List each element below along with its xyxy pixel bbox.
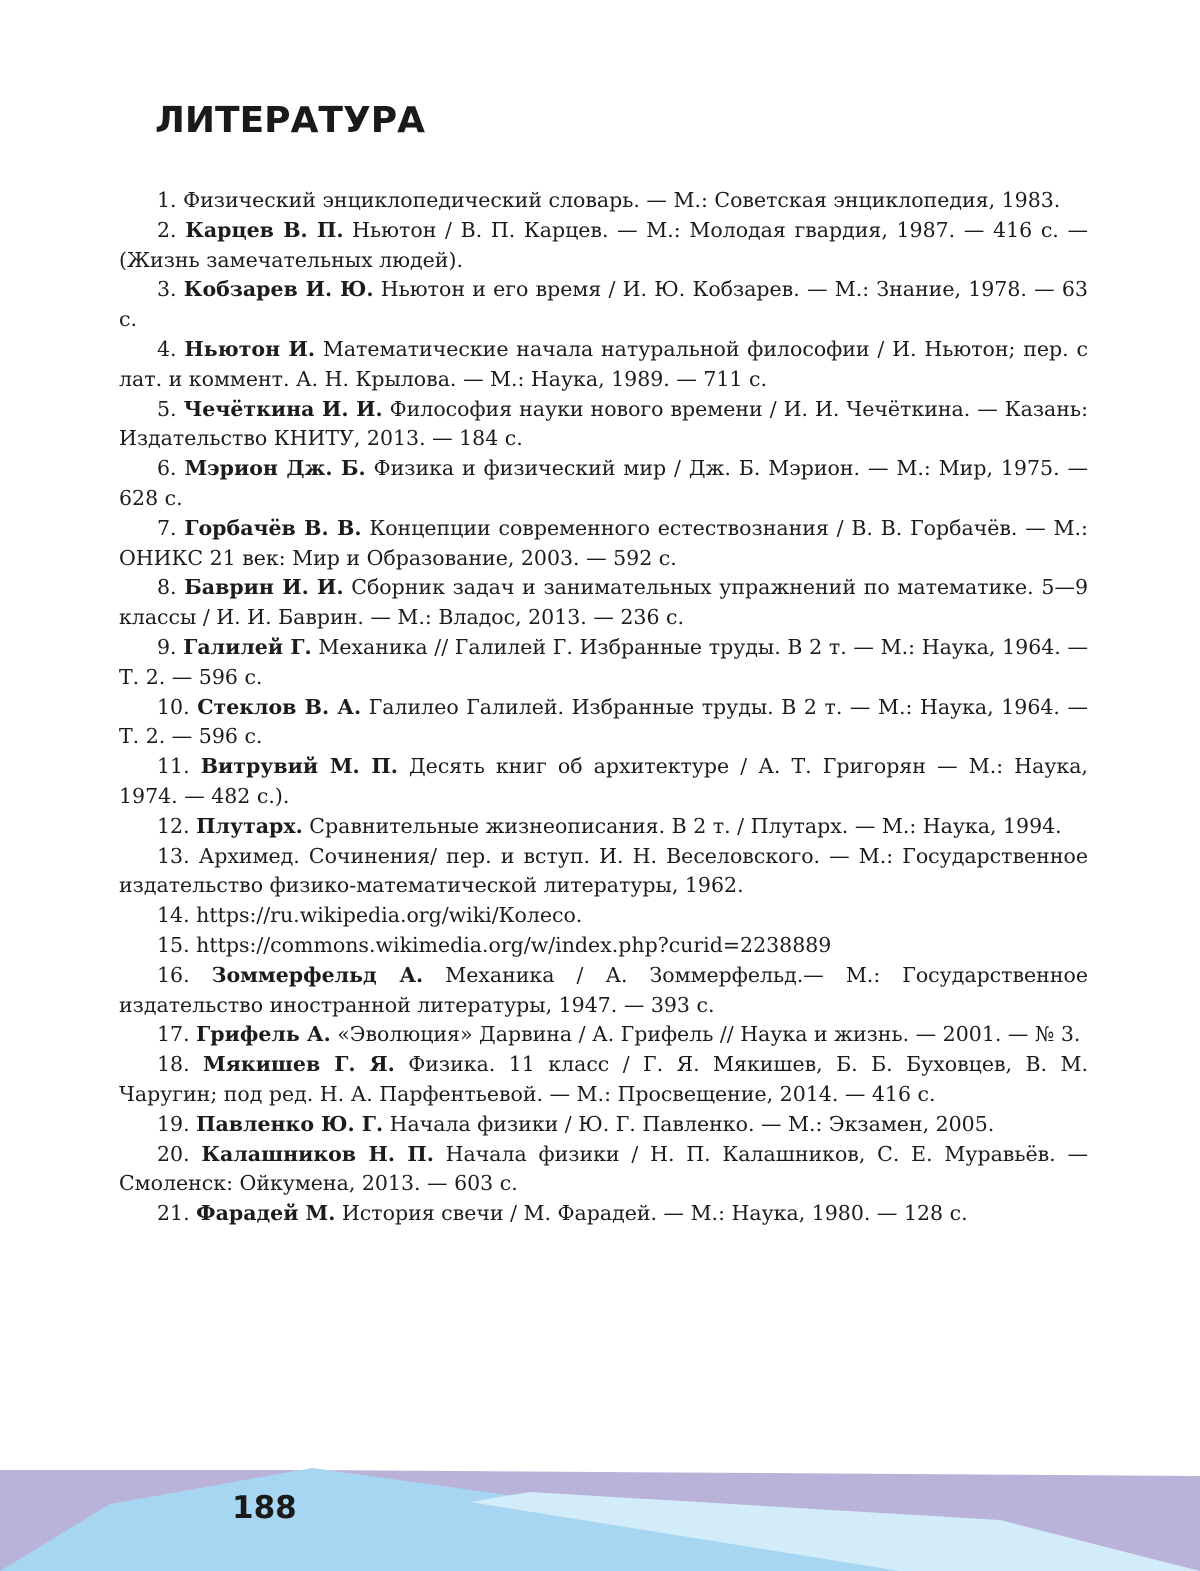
page-title: ЛИТЕРАТУРА	[155, 100, 425, 141]
reference-text: Начала физики / Ю. Г. Павленко. — М.: Экзамен, 2005.	[390, 1112, 995, 1136]
reference-author: Зоммерфельд А.	[212, 963, 424, 987]
list-item	[119, 693, 1088, 753]
reference-list	[119, 186, 1088, 1229]
reference-number: 2.	[157, 218, 177, 242]
reference-author: Горбачёв В. В.	[184, 516, 361, 540]
reference-text: Ньютон / В. П. Карцев. — М.: Молодая гвардия, 1987. — 416 с. — (Жизнь замечательных людей).	[119, 218, 1088, 272]
list-item	[119, 633, 1088, 693]
reference-author: Ньютон И.	[184, 337, 315, 361]
reference-author: Кобзарев И. Ю.	[184, 277, 374, 301]
reference-link[interactable]: https://commons.wikimedia.org/w/index.php?curid=2238889	[196, 933, 831, 957]
reference-author: Галилей Г.	[183, 635, 311, 659]
reference-text: История свечи / М. Фарадей. — М.: Наука, 1980. — 128 с.	[342, 1201, 968, 1225]
list-item	[119, 1050, 1088, 1110]
reference-text: Концепции современного естествознания / В. В. Горбачёв. — М.: ОНИКС 21 век: Мир и Образование, 2003. — 592 с.	[119, 516, 1088, 570]
reference-author: Карцев В. П.	[185, 218, 343, 242]
reference-text: «Эволюция» Дарвина / А. Грифель // Наука и жизнь. — 2001. — № 3.	[337, 1022, 1080, 1046]
reference-number: 19.	[157, 1112, 190, 1136]
reference-author: Витрувий М. П.	[201, 754, 398, 778]
reference-text: Математические начала натуральной философии / И. Ньютон; пер. с лат. и коммент. А. Н. Крылова. — М.: Наука, 1989. — 711 с.	[119, 337, 1088, 391]
reference-text: Галилео Галилей. Избранные труды. В 2 т. — М.: Наука, 1964. — Т. 2. — 596 с.	[119, 695, 1088, 749]
list-item	[119, 335, 1088, 395]
reference-text: Сборник задач и занимательных упражнений по математике. 5—9 классы / И. И. Баврин. — М.: Владос, 2013. — 236 с.	[119, 575, 1088, 629]
list-item	[119, 931, 1088, 961]
reference-number: 13.	[157, 844, 190, 868]
reference-number: 9.	[157, 635, 177, 659]
list-item	[119, 216, 1088, 276]
reference-text: Физика. 11 класс / Г. Я. Мякишев, Б. Б. Буховцев, В. М. Чаругин; под ред. Н. А. Парфентьевой. — М.: Просвещение, 2014. — 416 с.	[119, 1052, 1088, 1106]
reference-text: Десять книг об архитектуре / А. Т. Григорян — М.: Наука, 1974. — 482 с.).	[119, 754, 1088, 808]
list-item	[119, 186, 1088, 216]
reference-text: Ньютон и его время / И. Ю. Кобзарев. — М.: Знание, 1978. — 63 с.	[119, 277, 1088, 331]
list-item	[119, 842, 1088, 902]
list-item	[119, 395, 1088, 455]
reference-text: Начала физики / Н. П. Калашников, С. Е. Муравьёв. — Смоленск: Ойкумена, 2013. — 603 с.	[119, 1142, 1088, 1196]
reference-text: Философия науки нового времени / И. И. Чечёткина. — Казань: Издательство КНИТУ, 2013. — 184 с.	[119, 397, 1088, 451]
reference-text: Сравнительные жизнеописания. В 2 т. / Плутарх. — М.: Наука, 1994.	[309, 814, 1061, 838]
reference-link[interactable]: https://ru.wikipedia.org/wiki/Колесо.	[196, 903, 582, 927]
reference-author: Стеклов В. А.	[197, 695, 361, 719]
reference-author: Грифель А.	[196, 1022, 331, 1046]
list-item	[119, 454, 1088, 514]
reference-number: 4.	[157, 337, 177, 361]
list-item	[119, 514, 1088, 574]
reference-number: 12.	[157, 814, 190, 838]
list-item	[119, 901, 1088, 931]
reference-text: Архимед. Сочинения/ пер. и вступ. И. Н. Веселовского. — М.: Государственное издательство физико-математической литературы, 1962.	[119, 844, 1088, 898]
reference-number: 3.	[157, 277, 177, 301]
reference-number: 11.	[157, 754, 190, 778]
reference-number: 7.	[157, 516, 177, 540]
reference-author: Калашников Н. П.	[201, 1142, 433, 1166]
reference-text: Механика // Галилей Г. Избранные труды. В 2 т. — М.: Наука, 1964. — Т. 2. — 596 с.	[119, 635, 1088, 689]
reference-number: 18.	[157, 1052, 190, 1076]
list-item	[119, 812, 1088, 842]
reference-number: 17.	[157, 1022, 190, 1046]
reference-number: 6.	[157, 456, 177, 480]
reference-author: Мэрион Дж. Б.	[184, 456, 365, 480]
footer-decoration	[0, 1460, 1200, 1571]
list-item	[119, 573, 1088, 633]
reference-number: 21.	[157, 1201, 190, 1225]
reference-number: 8.	[157, 575, 177, 599]
reference-text: Физика и физический мир / Дж. Б. Мэрион. — М.: Мир, 1975. — 628 с.	[119, 456, 1088, 510]
list-item	[119, 1020, 1088, 1050]
reference-author: Плутарх.	[196, 814, 303, 838]
list-item	[119, 752, 1088, 812]
reference-author: Чечёткина И. И.	[184, 397, 383, 421]
reference-number: 15.	[157, 933, 190, 957]
reference-number: 16.	[157, 963, 190, 987]
reference-number: 14.	[157, 903, 190, 927]
reference-number: 10.	[157, 695, 190, 719]
list-item	[119, 1110, 1088, 1140]
reference-text: Механика / А. Зоммерфельд.— М.: Государственное издательство иностранной литературы, 1947. — 393 с.	[119, 963, 1088, 1017]
page-number: 188	[232, 1490, 297, 1526]
reference-author: Мякишев Г. Я.	[203, 1052, 395, 1076]
list-item	[119, 275, 1088, 335]
list-item	[119, 961, 1088, 1021]
reference-author: Баврин И. И.	[184, 575, 343, 599]
list-item	[119, 1140, 1088, 1200]
reference-author: Павленко Ю. Г.	[196, 1112, 383, 1136]
reference-number: 1.	[157, 188, 177, 212]
reference-number: 5.	[157, 397, 177, 421]
reference-text: Физический энциклопедический словарь. — М.: Советская энциклопедия, 1983.	[183, 188, 1060, 212]
reference-number: 20.	[157, 1142, 190, 1166]
list-item	[119, 1199, 1088, 1229]
reference-author: Фарадей М.	[196, 1201, 335, 1225]
